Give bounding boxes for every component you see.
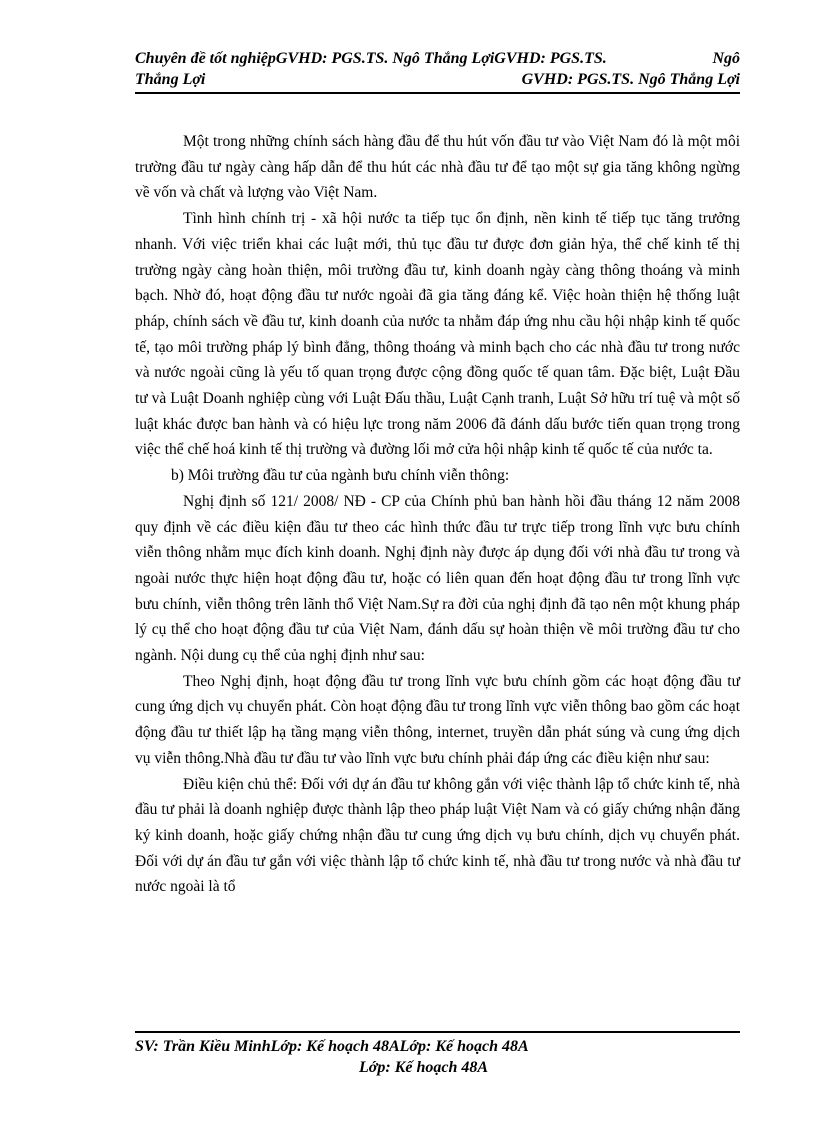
page-header <box>135 48 740 90</box>
body-text <box>135 129 740 900</box>
paragraph-2: Tình hình chính trị - xã hội nước ta tiếp tục ổn định, nền kinh tế tiếp tục tăng trưởng nhanh. Với việc triển khai các luật mới, thủ tục đầu tư được đơn giản hỷa, thể chế kinh tế thị trường ngày càng hoàn thiện, môi trường đầu tư, kinh doanh ngày càng thông thoáng và minh bạch. Nhờ đó, hoạt động đầu tư nước ngoài đã gia tăng đáng kể. Việc hoàn thiện hệ thống luật pháp, chính sách về đầu tư, kinh doanh của nước ta nhằm đáp ứng nhu cầu hội nhập kinh tế quốc tế, tạo môi trường pháp lý bình đẳng, thông thoáng và minh bạch cho các nhà đầu tư trong nước và nước ngoài cũng là yếu tố quan trọng được cộng đồng quốc tế quan tâm. Đặc biệt, Luật Đầu tư và Luật Doanh nghiệp cùng với Luật Đấu thầu, Luật Cạnh tranh, Luật Sở hữu trí tuệ và một số luật khác được ban hành và có hiệu lực trong năm 2006 đã đánh dấu bước tiến quan trọng trong việc thể chế hoá kinh tế thị trường và đường lối mở cửa hội nhập kinh tế quốc tế của nước ta. <box>135 210 740 459</box>
header-line-1-left: Chuyên đề tốt nghiệpGVHD: PGS.TS. Ngô Thắng LợiGVHD: PGS.TS. <box>135 50 607 67</box>
section-heading-b: b) Môi trường đầu tư của ngành bưu chính viễn thông: <box>171 467 510 485</box>
page-footer <box>135 1036 740 1078</box>
paragraph-1: Một trong những chính sách hàng đầu để thu hút vốn đầu tư vào Việt Nam đó là một môi trường đầu tư ngày càng hấp dẫn để thu hút các nhà đầu tư để tạo một sự gia tăng không ngừng về vốn và chất và lượng vào Việt Nam. <box>135 133 740 202</box>
paragraph-3: Nghị định số 121/ 2008/ NĐ - CP của Chính phủ ban hành hồi đầu tháng 12 năm 2008 quy định về các điều kiện đầu tư theo các hình thức đầu tư trực tiếp trong lĩnh vực bưu chính viễn thông nhằm mục đích kinh doanh. Nghị định này được áp dụng đối với nhà đầu tư trong và ngoài nước thực hiện hoạt động đầu tư, hoặc có liên quan đến hoạt động đầu tư trong lĩnh vực bưu chính, viễn thông trên lãnh thổ Việt Nam.Sự ra đời của nghị định đã tạo nên một khung pháp lý cụ thể cho hoạt động đầu tư của Việt Nam, đánh dấu sự hoàn thiện về môi trường đầu tư cho ngành. Nội dung cụ thể của nghị định như sau: <box>135 492 740 665</box>
header-divider <box>135 92 740 94</box>
footer-line-1: SV: Trần Kiều MinhLớp: Kế hoạch 48ALớp: Kế hoạch 48A <box>135 1038 529 1055</box>
footer-line-2: Lớp: Kế hoạch 48A <box>359 1059 489 1076</box>
header-line-2-left: Thắng Lợi <box>135 71 206 88</box>
header-line-1-right: Ngô <box>712 50 740 67</box>
paragraph-5: Điều kiện chủ thể: Đối với dự án đầu tư không gắn với việc thành lập tổ chức kinh tế, nhà đầu tư phải là doanh nghiệp được thành lập theo pháp luật Việt Nam và có giấy chứng nhận đăng ký kinh doanh, hoặc giấy chứng nhận đầu tư cung ứng dịch vụ bưu chính, dịch vụ chuyển phát. Đối với dự án đầu tư gắn với việc thành lập tổ chức kinh tế, nhà đầu tư trong nước và nhà đầu tư nước ngoài là tổ <box>135 775 740 896</box>
header-line-2 <box>135 69 740 90</box>
paragraph-4: Theo Nghị định, hoạt động đầu tư trong lĩnh vực bưu chính gồm các hoạt động đầu tư cung ứng dịch vụ chuyển phát. Còn hoạt động đầu tư trong lĩnh vực viễn thông bao gồm các hoạt động đầu tư thiết lập hạ tầng mạng viễn thông, internet, truyền dẫn phát súng và cung ứng dịch vụ viễn thông.Nhà đầu tư đầu tư vào lĩnh vực bưu chính phải đáp ứng các điều kiện như sau: <box>135 672 740 767</box>
header-line-1 <box>135 48 740 69</box>
footer-divider <box>135 1031 740 1033</box>
header-line-2-right: GVHD: PGS.TS. Ngô Thắng Lợi <box>521 71 740 88</box>
